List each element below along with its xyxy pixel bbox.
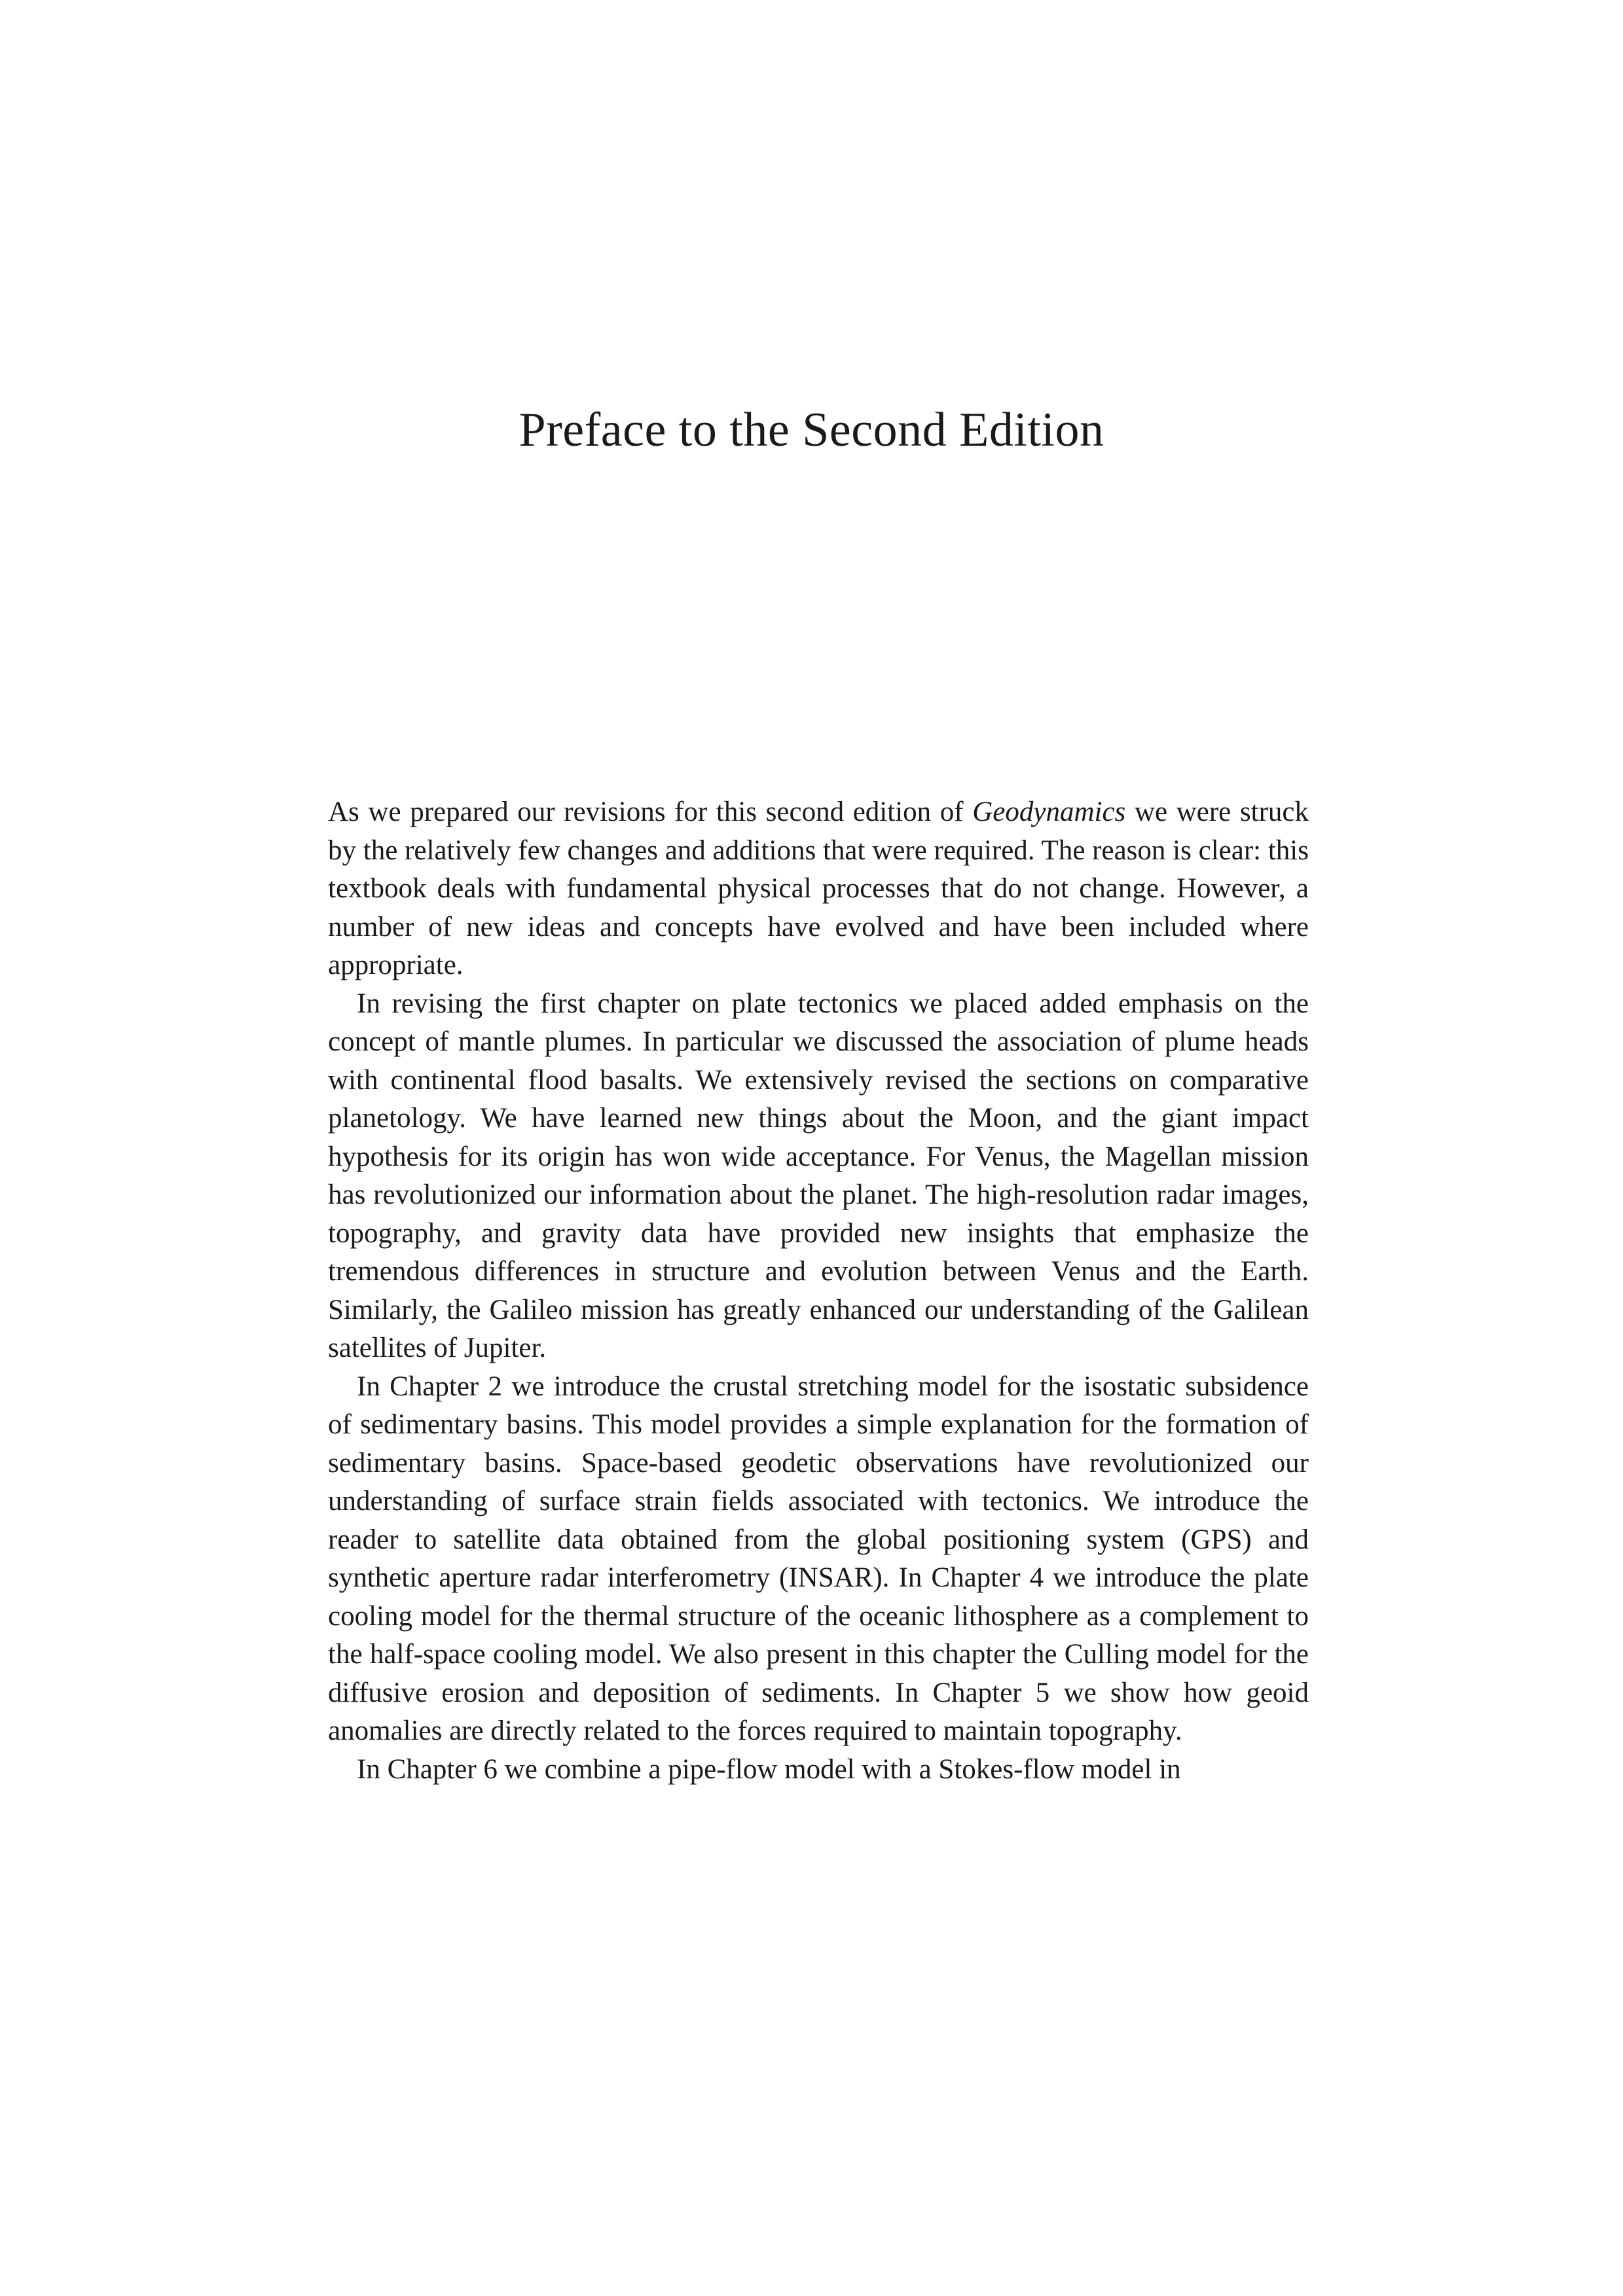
- paragraph-1-intro: As we prepared our revisions for this second edition of: [328, 797, 973, 827]
- paragraph-3: In Chapter 2 we introduce the crustal stretching model for the isostatic subsidence of sedimentary basins. This model provides a simple explanation for the formation of sedimentary basins. Space-based geodetic observations have revolutionized our understanding of surface strain fields associated with tectonics. We introduce the reader to satellite data obtained from the global positioning system (GPS) and synthetic aperture radar interferometry (INSAR). In Chapter 4 we introduce the plate cooling model for the thermal structure of the oceanic lithosphere as a complement to the half-space cooling model. We also present in this chapter the Culling model for the diffusive erosion and deposition of sediments. In Chapter 5 we show how geoid anomalies are directly related to the forces required to maintain topography.: [328, 1371, 1309, 1746]
- paragraph-1-rest: we were struck by the relatively few changes and additions that were required. The reason is clear: this textbook deals with fundamental physical processes that do not change. However, a number of new ideas and concepts have evolved and have been included where appropriate.: [328, 797, 1309, 980]
- page-title: Preface to the Second Edition: [519, 403, 1104, 457]
- preface-body: [328, 793, 1309, 1789]
- paragraph-4: In Chapter 6 we combine a pipe-flow model with a Stokes-flow model in: [357, 1753, 1181, 1785]
- paragraph-2: In revising the first chapter on plate tectonics we placed added emphasis on the concept of mantle plumes. In particular we discussed the association of plume heads with continental flood basalts. We extensively revised the sections on comparative planetology. We have learned new things about the Moon, and the giant impact hypothesis for its origin has won wide acceptance. For Venus, the Magellan mission has revolutionized our information about the planet. The high-resolution radar images, topography, and gravity data have provided new insights that emphasize the tremendous differences in structure and evolution between Venus and the Earth. Similarly, the Galileo mission has greatly enhanced our understanding of the Galilean satellites of Jupiter.: [328, 988, 1309, 1363]
- book-title-emphasis: Geodynamics: [972, 797, 1126, 827]
- paragraph-1: [328, 793, 1309, 985]
